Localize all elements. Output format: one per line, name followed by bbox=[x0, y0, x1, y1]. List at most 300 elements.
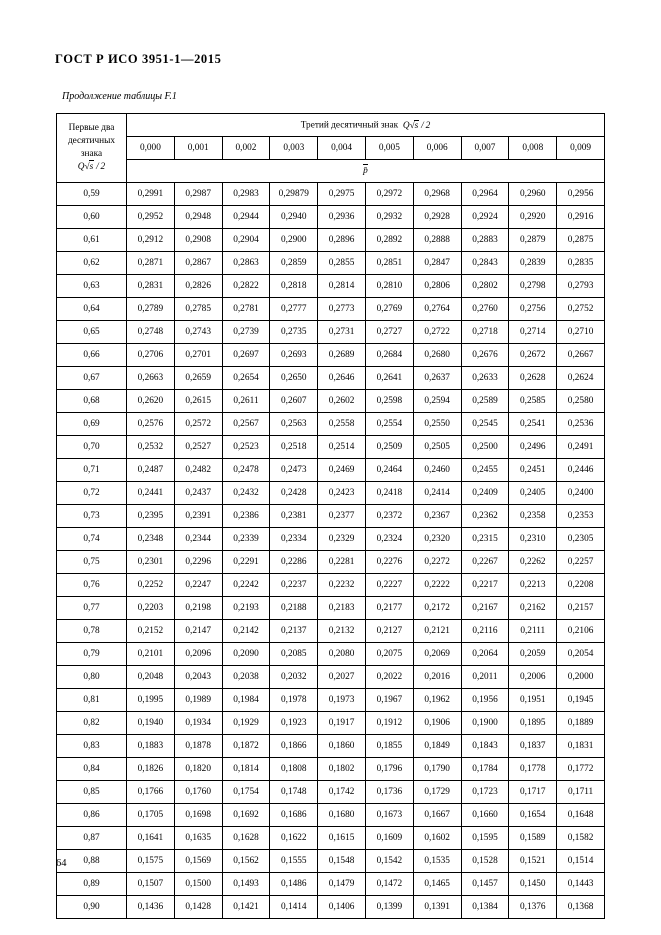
table-cell: 0,2650 bbox=[270, 367, 318, 390]
row-label: 0,82 bbox=[57, 712, 127, 735]
table-cell: 0,2859 bbox=[270, 252, 318, 275]
table-cell: 0,1542 bbox=[365, 850, 413, 873]
column-header: 0,004 bbox=[318, 137, 366, 160]
table-cell: 0,1535 bbox=[413, 850, 461, 873]
table-cell: 0,2022 bbox=[365, 666, 413, 689]
table-cell: 0,2064 bbox=[461, 643, 509, 666]
table-cell: 0,2334 bbox=[270, 528, 318, 551]
table-cell: 0,1917 bbox=[318, 712, 366, 735]
column-header: 0,006 bbox=[413, 137, 461, 160]
table-cell: 0,2247 bbox=[174, 574, 222, 597]
table-cell: 0,1978 bbox=[270, 689, 318, 712]
table-cell: 0,2441 bbox=[127, 482, 175, 505]
table-cell: 0,2016 bbox=[413, 666, 461, 689]
table-cell: 0,2900 bbox=[270, 229, 318, 252]
table-cell: 0,2684 bbox=[365, 344, 413, 367]
table-cell: 0,1802 bbox=[318, 758, 366, 781]
table-row bbox=[57, 321, 605, 344]
table-cell: 0,1820 bbox=[174, 758, 222, 781]
table-cell: 0,2446 bbox=[557, 459, 605, 482]
table-cell: 0,2348 bbox=[127, 528, 175, 551]
row-label: 0,62 bbox=[57, 252, 127, 275]
table-cell: 0,2727 bbox=[365, 321, 413, 344]
table-cell: 0,2423 bbox=[318, 482, 366, 505]
row-label: 0,87 bbox=[57, 827, 127, 850]
table-cell: 0,2743 bbox=[174, 321, 222, 344]
table-cell: 0,1602 bbox=[413, 827, 461, 850]
table-cell: 0,2069 bbox=[413, 643, 461, 666]
table-cell: 0,2213 bbox=[509, 574, 557, 597]
table-cell: 0,1808 bbox=[270, 758, 318, 781]
table-cell: 0,2491 bbox=[557, 436, 605, 459]
table-cell: 0,2505 bbox=[413, 436, 461, 459]
table-cell: 0,1837 bbox=[509, 735, 557, 758]
table-cell: 0,2760 bbox=[461, 298, 509, 321]
table-cell: 0,2785 bbox=[174, 298, 222, 321]
table-cell: 0,2879 bbox=[509, 229, 557, 252]
table-cell: 0,1654 bbox=[509, 804, 557, 827]
table-row bbox=[57, 528, 605, 551]
row-label: 0,78 bbox=[57, 620, 127, 643]
row-label: 0,85 bbox=[57, 781, 127, 804]
third-decimal-header bbox=[127, 114, 605, 137]
table-cell: 0,2000 bbox=[557, 666, 605, 689]
table-cell: 0,2987 bbox=[174, 183, 222, 206]
table-cell: 0,1569 bbox=[174, 850, 222, 873]
table-body bbox=[57, 183, 605, 919]
table-cell: 0,2701 bbox=[174, 344, 222, 367]
row-label: 0,71 bbox=[57, 459, 127, 482]
table-cell: 0,2773 bbox=[318, 298, 366, 321]
table-cell: 0,2137 bbox=[270, 620, 318, 643]
table-cell: 0,1582 bbox=[557, 827, 605, 850]
table-row bbox=[57, 482, 605, 505]
table-cell: 0,2928 bbox=[413, 206, 461, 229]
table-cell: 0,1500 bbox=[174, 873, 222, 896]
table-cell: 0,2611 bbox=[222, 390, 270, 413]
table-cell: 0,2764 bbox=[413, 298, 461, 321]
table-cell: 0,2257 bbox=[557, 551, 605, 574]
table-cell: 0,1717 bbox=[509, 781, 557, 804]
table-cell: 0,2769 bbox=[365, 298, 413, 321]
table-cell: 0,2554 bbox=[365, 413, 413, 436]
row-label: 0,59 bbox=[57, 183, 127, 206]
table-cell: 0,2563 bbox=[270, 413, 318, 436]
table-cell: 0,2473 bbox=[270, 459, 318, 482]
row-label: 0,73 bbox=[57, 505, 127, 528]
table-cell: 0,1984 bbox=[222, 689, 270, 712]
table-cell: 0,2580 bbox=[557, 390, 605, 413]
table-cell: 0,1967 bbox=[365, 689, 413, 712]
table-row bbox=[57, 551, 605, 574]
table-cell: 0,2027 bbox=[318, 666, 366, 689]
table-cell: 0,1421 bbox=[222, 896, 270, 919]
table-cell: 0,2237 bbox=[270, 574, 318, 597]
table-cell: 0,2948 bbox=[174, 206, 222, 229]
table-cell: 0,1843 bbox=[461, 735, 509, 758]
table-cell: 0,2329 bbox=[318, 528, 366, 551]
table-cell: 0,2972 bbox=[365, 183, 413, 206]
table-cell: 0,2714 bbox=[509, 321, 557, 344]
table-cell: 0,2798 bbox=[509, 275, 557, 298]
table-cell: 0,1635 bbox=[174, 827, 222, 850]
table-cell: 0,2659 bbox=[174, 367, 222, 390]
table-cell: 0,1995 bbox=[127, 689, 175, 712]
table-cell: 0,1895 bbox=[509, 712, 557, 735]
page-number: 64 bbox=[56, 858, 67, 869]
column-header: 0,009 bbox=[557, 137, 605, 160]
table-cell: 0,2952 bbox=[127, 206, 175, 229]
table-cell: 0,1766 bbox=[127, 781, 175, 804]
table-cell: 0,2405 bbox=[509, 482, 557, 505]
table-row bbox=[57, 781, 605, 804]
table-continuation-label: Продолжение таблицы F.1 bbox=[62, 91, 177, 102]
table-cell: 0,1866 bbox=[270, 735, 318, 758]
table-cell: 0,2806 bbox=[413, 275, 461, 298]
table-cell: 0,2409 bbox=[461, 482, 509, 505]
table-cell: 0,2983 bbox=[222, 183, 270, 206]
table-cell: 0,1826 bbox=[127, 758, 175, 781]
table-cell: 0,2518 bbox=[270, 436, 318, 459]
table-row bbox=[57, 252, 605, 275]
table-cell: 0,2956 bbox=[557, 183, 605, 206]
table-cell: 0,2536 bbox=[557, 413, 605, 436]
table-cell: 0,2101 bbox=[127, 643, 175, 666]
table-row bbox=[57, 666, 605, 689]
table-cell: 0,2075 bbox=[365, 643, 413, 666]
table-row bbox=[57, 275, 605, 298]
table-row bbox=[57, 459, 605, 482]
table-cell: 0,2048 bbox=[127, 666, 175, 689]
table-cell: 0,2252 bbox=[127, 574, 175, 597]
table-cell: 0,1934 bbox=[174, 712, 222, 735]
table-cell: 0,1428 bbox=[174, 896, 222, 919]
table-cell: 0,2777 bbox=[270, 298, 318, 321]
table-cell: 0,2693 bbox=[270, 344, 318, 367]
table-cell: 0,2863 bbox=[222, 252, 270, 275]
table-cell: 0,2752 bbox=[557, 298, 605, 321]
table-cell: 0,1384 bbox=[461, 896, 509, 919]
row-label: 0,74 bbox=[57, 528, 127, 551]
table-row bbox=[57, 620, 605, 643]
table-cell: 0,2843 bbox=[461, 252, 509, 275]
table-cell: 0,2400 bbox=[557, 482, 605, 505]
column-header: 0,003 bbox=[270, 137, 318, 160]
table-cell: 0,1368 bbox=[557, 896, 605, 919]
column-header: 0,007 bbox=[461, 137, 509, 160]
p-bar-symbol: p̄ bbox=[363, 166, 368, 176]
table-row bbox=[57, 505, 605, 528]
table-cell: 0,2054 bbox=[557, 643, 605, 666]
table-cell: 0,2377 bbox=[318, 505, 366, 528]
table-cell: 0,2157 bbox=[557, 597, 605, 620]
table-cell: 0,2991 bbox=[127, 183, 175, 206]
table-cell: 0,2006 bbox=[509, 666, 557, 689]
table-cell: 0,1443 bbox=[557, 873, 605, 896]
table-cell: 0,1778 bbox=[509, 758, 557, 781]
table-cell: 0,2689 bbox=[318, 344, 366, 367]
table-cell: 0,2672 bbox=[509, 344, 557, 367]
table-cell: 0,2509 bbox=[365, 436, 413, 459]
table-cell: 0,1878 bbox=[174, 735, 222, 758]
table-cell: 0,2487 bbox=[127, 459, 175, 482]
table-cell: 0,1575 bbox=[127, 850, 175, 873]
table-row bbox=[57, 344, 605, 367]
table-cell: 0,1472 bbox=[365, 873, 413, 896]
row-label: 0,81 bbox=[57, 689, 127, 712]
first-col-header-line1: Первые два bbox=[68, 123, 115, 134]
table-cell: 0,1951 bbox=[509, 689, 557, 712]
table-cell: 0,2455 bbox=[461, 459, 509, 482]
table-cell: 0,2818 bbox=[270, 275, 318, 298]
table-cell: 0,2391 bbox=[174, 505, 222, 528]
row-label: 0,76 bbox=[57, 574, 127, 597]
table-cell: 0,2038 bbox=[222, 666, 270, 689]
q-sqrt-symbol-top: Q√s / 2 bbox=[400, 120, 431, 131]
row-label: 0,72 bbox=[57, 482, 127, 505]
table-cell: 0,1457 bbox=[461, 873, 509, 896]
table-cell: 0,2367 bbox=[413, 505, 461, 528]
table-row bbox=[57, 850, 605, 873]
table-cell: 0,2085 bbox=[270, 643, 318, 666]
table-row bbox=[57, 413, 605, 436]
table-cell: 0,2011 bbox=[461, 666, 509, 689]
table-cell: 0,2916 bbox=[557, 206, 605, 229]
table-cell: 0,2324 bbox=[365, 528, 413, 551]
table-row bbox=[57, 827, 605, 850]
table-cell: 0,1465 bbox=[413, 873, 461, 896]
table-cell: 0,2839 bbox=[509, 252, 557, 275]
table-cell: 0,2305 bbox=[557, 528, 605, 551]
table-cell: 0,1906 bbox=[413, 712, 461, 735]
table-row bbox=[57, 206, 605, 229]
table-row bbox=[57, 298, 605, 321]
table-cell: 0,2567 bbox=[222, 413, 270, 436]
table-cell: 0,2127 bbox=[365, 620, 413, 643]
table-cell: 0,1973 bbox=[318, 689, 366, 712]
row-label: 0,90 bbox=[57, 896, 127, 919]
table-cell: 0,1698 bbox=[174, 804, 222, 827]
table-cell: 0,2353 bbox=[557, 505, 605, 528]
table-cell: 0,1680 bbox=[318, 804, 366, 827]
row-label: 0,79 bbox=[57, 643, 127, 666]
table-cell: 0,2152 bbox=[127, 620, 175, 643]
table-cell: 0,2920 bbox=[509, 206, 557, 229]
table-cell: 0,2320 bbox=[413, 528, 461, 551]
table-cell: 0,2756 bbox=[509, 298, 557, 321]
table-cell: 0,2372 bbox=[365, 505, 413, 528]
row-label: 0,61 bbox=[57, 229, 127, 252]
table-cell: 0,1376 bbox=[509, 896, 557, 919]
table-cell: 0,2722 bbox=[413, 321, 461, 344]
table-cell: 0,2667 bbox=[557, 344, 605, 367]
table-cell: 0,1521 bbox=[509, 850, 557, 873]
table-cell: 0,2232 bbox=[318, 574, 366, 597]
table-cell: 0,2132 bbox=[318, 620, 366, 643]
table-cell: 0,2111 bbox=[509, 620, 557, 643]
table-cell: 0,1660 bbox=[461, 804, 509, 827]
table-row bbox=[57, 643, 605, 666]
table-row bbox=[57, 597, 605, 620]
column-header: 0,005 bbox=[365, 137, 413, 160]
table-head bbox=[57, 114, 605, 183]
table-cell: 0,1849 bbox=[413, 735, 461, 758]
table-cell: 0,2276 bbox=[365, 551, 413, 574]
table-cell: 0,2286 bbox=[270, 551, 318, 574]
table-cell: 0,1548 bbox=[318, 850, 366, 873]
table-cell: 0,2871 bbox=[127, 252, 175, 275]
table-cell: 0,2706 bbox=[127, 344, 175, 367]
table-cell: 0,2802 bbox=[461, 275, 509, 298]
table-cell: 0,2697 bbox=[222, 344, 270, 367]
table-cell: 0,2162 bbox=[509, 597, 557, 620]
table-cell: 0,2262 bbox=[509, 551, 557, 574]
table-cell: 0,2177 bbox=[365, 597, 413, 620]
table-cell: 0,1748 bbox=[270, 781, 318, 804]
table-row bbox=[57, 804, 605, 827]
table-cell: 0,1889 bbox=[557, 712, 605, 735]
table-cell: 0,1391 bbox=[413, 896, 461, 919]
table-cell: 0,2183 bbox=[318, 597, 366, 620]
table-cell: 0,2731 bbox=[318, 321, 366, 344]
column-header: 0,001 bbox=[174, 137, 222, 160]
table-cell: 0,1760 bbox=[174, 781, 222, 804]
first-col-header-line3: знака bbox=[80, 148, 103, 159]
table-row bbox=[57, 712, 605, 735]
table-cell: 0,1772 bbox=[557, 758, 605, 781]
table-cell: 0,2381 bbox=[270, 505, 318, 528]
table-cell: 0,2267 bbox=[461, 551, 509, 574]
table-cell: 0,2550 bbox=[413, 413, 461, 436]
table-cell: 0,2960 bbox=[509, 183, 557, 206]
table-cell: 0,2428 bbox=[270, 482, 318, 505]
table-cell: 0,2080 bbox=[318, 643, 366, 666]
table-row bbox=[57, 436, 605, 459]
q-sqrt-symbol-first-col: Q√s / 2 bbox=[77, 162, 106, 173]
table-cell: 0,2281 bbox=[318, 551, 366, 574]
table-cell: 0,1945 bbox=[557, 689, 605, 712]
table-cell: 0,2944 bbox=[222, 206, 270, 229]
table-cell: 0,1989 bbox=[174, 689, 222, 712]
table-row bbox=[57, 689, 605, 712]
table-cell: 0,2532 bbox=[127, 436, 175, 459]
table-cell: 0,2478 bbox=[222, 459, 270, 482]
table-cell: 0,1796 bbox=[365, 758, 413, 781]
table-cell: 0,2386 bbox=[222, 505, 270, 528]
table-row bbox=[57, 574, 605, 597]
table-cell: 0,1479 bbox=[318, 873, 366, 896]
table-cell: 0,1736 bbox=[365, 781, 413, 804]
table-cell: 0,2847 bbox=[413, 252, 461, 275]
table-cell: 0,2912 bbox=[127, 229, 175, 252]
table-cell: 0,2344 bbox=[174, 528, 222, 551]
table-cell: 0,1686 bbox=[270, 804, 318, 827]
table-cell: 0,2482 bbox=[174, 459, 222, 482]
row-label: 0,89 bbox=[57, 873, 127, 896]
table-cell: 0,2739 bbox=[222, 321, 270, 344]
table-cell: 0,1555 bbox=[270, 850, 318, 873]
table-cell: 0,1673 bbox=[365, 804, 413, 827]
table-cell: 0,2633 bbox=[461, 367, 509, 390]
table-cell: 0,1754 bbox=[222, 781, 270, 804]
table-cell: 0,2888 bbox=[413, 229, 461, 252]
table-cell: 0,1742 bbox=[318, 781, 366, 804]
table-cell: 0,2940 bbox=[270, 206, 318, 229]
row-label: 0,65 bbox=[57, 321, 127, 344]
table-cell: 0,1929 bbox=[222, 712, 270, 735]
table-cell: 0,2641 bbox=[365, 367, 413, 390]
table-cell: 0,2541 bbox=[509, 413, 557, 436]
table-cell: 0,1589 bbox=[509, 827, 557, 850]
table-cell: 0,1406 bbox=[318, 896, 366, 919]
row-label: 0,86 bbox=[57, 804, 127, 827]
table-cell: 0,2975 bbox=[318, 183, 366, 206]
table-cell: 0,2904 bbox=[222, 229, 270, 252]
table-cell: 0,1872 bbox=[222, 735, 270, 758]
table-cell: 0,2585 bbox=[509, 390, 557, 413]
table-cell: 0,1912 bbox=[365, 712, 413, 735]
table-cell: 0,2826 bbox=[174, 275, 222, 298]
table-cell: 0,1723 bbox=[461, 781, 509, 804]
table-cell: 0,1855 bbox=[365, 735, 413, 758]
table-cell: 0,1692 bbox=[222, 804, 270, 827]
header-row-top bbox=[57, 114, 605, 137]
table-cell: 0,29879 bbox=[270, 183, 318, 206]
table-cell: 0,1436 bbox=[127, 896, 175, 919]
table-cell: 0,2867 bbox=[174, 252, 222, 275]
table-cell: 0,2620 bbox=[127, 390, 175, 413]
table-cell: 0,1962 bbox=[413, 689, 461, 712]
table-cell: 0,2464 bbox=[365, 459, 413, 482]
column-header: 0,002 bbox=[222, 137, 270, 160]
table-cell: 0,2432 bbox=[222, 482, 270, 505]
third-decimal-header-text: Третий десятичный знак bbox=[300, 120, 399, 131]
table-cell: 0,1648 bbox=[557, 804, 605, 827]
column-header: 0,000 bbox=[127, 137, 175, 160]
first-column-header bbox=[57, 114, 127, 183]
table-cell: 0,1940 bbox=[127, 712, 175, 735]
row-label: 0,67 bbox=[57, 367, 127, 390]
table-cell: 0,2222 bbox=[413, 574, 461, 597]
table-cell: 0,1622 bbox=[270, 827, 318, 850]
table-cell: 0,2315 bbox=[461, 528, 509, 551]
table-row bbox=[57, 873, 605, 896]
table-cell: 0,2032 bbox=[270, 666, 318, 689]
table-cell: 0,1711 bbox=[557, 781, 605, 804]
table-cell: 0,2469 bbox=[318, 459, 366, 482]
table-cell: 0,1831 bbox=[557, 735, 605, 758]
table-cell: 0,1729 bbox=[413, 781, 461, 804]
table-cell: 0,2835 bbox=[557, 252, 605, 275]
table-cell: 0,2624 bbox=[557, 367, 605, 390]
table-cell: 0,1507 bbox=[127, 873, 175, 896]
table-cell: 0,1790 bbox=[413, 758, 461, 781]
table-cell: 0,1615 bbox=[318, 827, 366, 850]
table-cell: 0,2883 bbox=[461, 229, 509, 252]
first-col-header-line2: десятичных bbox=[67, 135, 116, 146]
table-cell: 0,2106 bbox=[557, 620, 605, 643]
table-cell: 0,1628 bbox=[222, 827, 270, 850]
column-header: 0,008 bbox=[509, 137, 557, 160]
table-cell: 0,2654 bbox=[222, 367, 270, 390]
table-cell: 0,2810 bbox=[365, 275, 413, 298]
table-cell: 0,2414 bbox=[413, 482, 461, 505]
table-cell: 0,2310 bbox=[509, 528, 557, 551]
table-cell: 0,2172 bbox=[413, 597, 461, 620]
table-cell: 0,2527 bbox=[174, 436, 222, 459]
table-cell: 0,1900 bbox=[461, 712, 509, 735]
table-cell: 0,2496 bbox=[509, 436, 557, 459]
